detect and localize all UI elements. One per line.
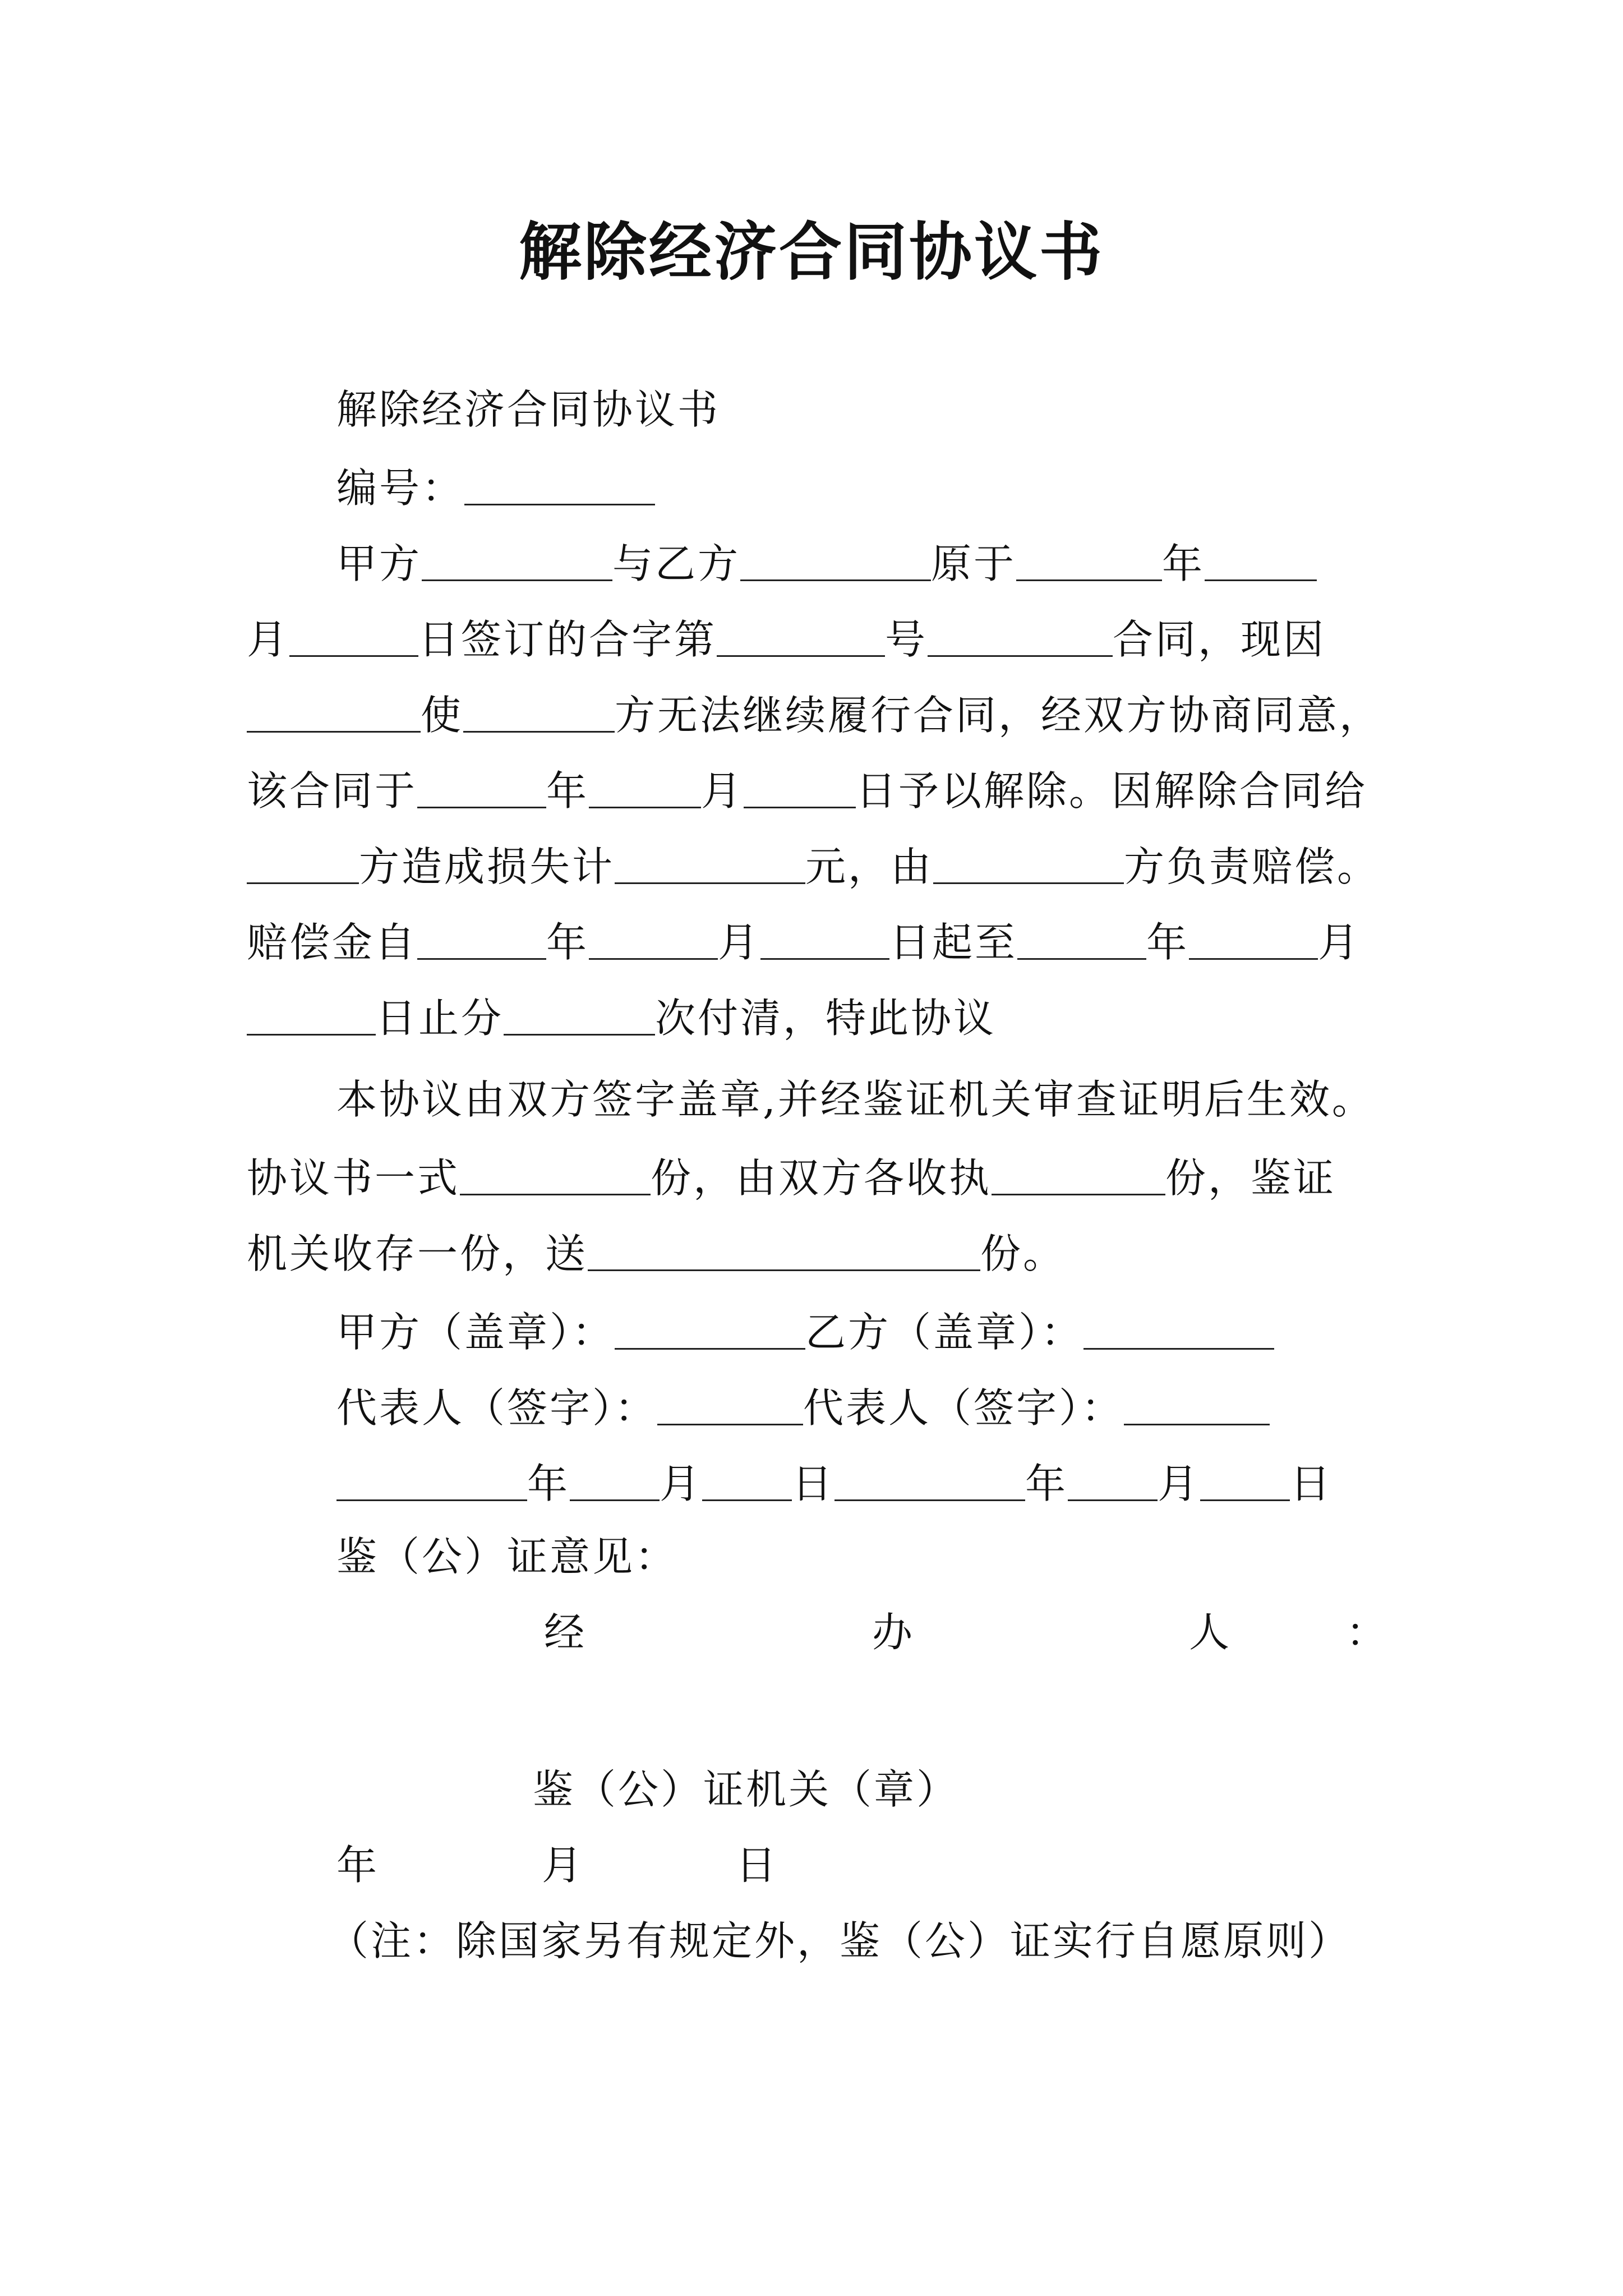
- day-blank[interactable]: [247, 992, 376, 1036]
- year-blank[interactable]: [834, 1458, 1025, 1501]
- text: 方造成损失计: [359, 843, 615, 890]
- month-blank[interactable]: [570, 1458, 660, 1501]
- party-b-blank[interactable]: [740, 538, 931, 581]
- text: 份，鉴证: [1165, 1154, 1336, 1202]
- text: 月: [247, 616, 290, 663]
- copies-blank[interactable]: [460, 1152, 651, 1195]
- representative-line: [336, 1380, 1270, 1436]
- party-a-blank[interactable]: [422, 538, 612, 581]
- text: 月: [660, 1460, 703, 1507]
- day-blank[interactable]: [289, 614, 418, 657]
- text: 次付清，特此协议: [655, 995, 997, 1042]
- text: 合同，现因: [1113, 616, 1326, 663]
- rep-a-blank[interactable]: [657, 1382, 803, 1425]
- text: 方负责赔偿。: [1124, 843, 1380, 890]
- text: 日: [736, 1842, 779, 1889]
- seal-line: [336, 1304, 1274, 1360]
- rep-b-label: 代表人（签字）：: [803, 1384, 1124, 1432]
- text: 年: [1162, 540, 1205, 587]
- text: 号: [885, 616, 928, 663]
- contract-number-blank[interactable]: [928, 614, 1113, 657]
- date-line: [336, 1837, 778, 1893]
- para2-line3: [247, 1226, 1066, 1282]
- text: 日起至: [889, 919, 1018, 966]
- copies-each-blank[interactable]: [992, 1152, 1165, 1195]
- text: 赔偿金自: [247, 919, 418, 966]
- party-blank[interactable]: [463, 689, 615, 733]
- text: 协议书一式: [247, 1154, 460, 1202]
- text: 月: [701, 767, 744, 815]
- day-blank[interactable]: [702, 1458, 792, 1501]
- day-blank[interactable]: [744, 765, 856, 808]
- year-blank[interactable]: [336, 1458, 527, 1501]
- text: 年: [1146, 919, 1189, 966]
- month-blank[interactable]: [1205, 538, 1317, 581]
- year-blank[interactable]: [417, 917, 546, 960]
- para2-line1: 本协议由双方签字盖章,并经鉴证机关审查证明后生效。: [336, 1076, 1375, 1123]
- month-blank[interactable]: [1189, 917, 1318, 960]
- text: 元，由: [805, 843, 934, 890]
- day-blank[interactable]: [1200, 1458, 1290, 1501]
- para1-line4: [247, 763, 1367, 819]
- year-blank[interactable]: [1017, 917, 1146, 960]
- handler-char-1: 经: [544, 1609, 585, 1656]
- party-b-seal-label: 乙方（盖章）：: [805, 1309, 1084, 1356]
- text: 日: [1290, 1460, 1333, 1507]
- text: 日签订的合字第: [418, 616, 717, 663]
- handler-char-3: 人: [1189, 1609, 1230, 1656]
- party-blank[interactable]: [933, 841, 1124, 884]
- text: 使: [421, 692, 464, 739]
- note: （注：除国家另有规定外，鉴（公）证实行自愿原则）: [328, 1917, 1352, 1964]
- text: 月: [718, 919, 761, 966]
- para1-line6: [247, 914, 1361, 970]
- text: 机关收存一份，送: [247, 1230, 588, 1277]
- text: 月: [1318, 919, 1361, 966]
- text: 日: [792, 1460, 835, 1507]
- para1-line3: [247, 687, 1382, 743]
- reason-blank[interactable]: [247, 689, 421, 733]
- year-blank[interactable]: [417, 765, 546, 808]
- text: 年: [527, 1460, 570, 1507]
- party-a-seal-label: 甲方（盖章）：: [336, 1309, 615, 1356]
- contract-prefix-blank[interactable]: [717, 614, 885, 657]
- text: 原于: [931, 540, 1017, 587]
- loss-amount-blank[interactable]: [615, 841, 805, 884]
- number-label: 编号：: [336, 464, 465, 512]
- rep-a-label: 代表人（签字）：: [336, 1384, 658, 1432]
- text: 该合同于: [247, 767, 418, 815]
- text: 甲方: [336, 540, 422, 587]
- month-blank[interactable]: [1068, 1458, 1158, 1501]
- month-blank[interactable]: [589, 917, 718, 960]
- para1-line7: [247, 990, 996, 1046]
- rep-b-blank[interactable]: [1124, 1382, 1270, 1425]
- text: 份，由双方各收执: [651, 1154, 992, 1202]
- month-blank[interactable]: [589, 765, 701, 808]
- number-line: [336, 460, 655, 516]
- subtitle: 解除经济合同协议书: [336, 386, 721, 433]
- text: 月: [1158, 1460, 1201, 1507]
- text: 年: [336, 1842, 380, 1889]
- handler-char-2: 办: [872, 1609, 913, 1656]
- handler-colon: ：: [1346, 1609, 1387, 1656]
- para1-line1: [336, 536, 1317, 592]
- text: 日止分: [376, 995, 504, 1042]
- text: 方无法继续履行合同，经双方协商同意，: [615, 692, 1382, 739]
- number-blank[interactable]: [464, 462, 655, 505]
- text: 份。: [980, 1230, 1066, 1277]
- para1-line2: [247, 611, 1326, 668]
- day-blank[interactable]: [760, 917, 889, 960]
- authority-seal: 鉴（公）证机关（章）: [533, 1766, 960, 1813]
- opinion-label: 鉴（公）证意见：: [336, 1533, 678, 1580]
- text: 日予以解除。因解除合同给: [856, 767, 1368, 815]
- text: 年: [546, 767, 589, 815]
- sign-date-line: [336, 1456, 1332, 1512]
- party-b-seal-blank[interactable]: [1083, 1306, 1274, 1350]
- document-title: 解除经济合同协议书: [519, 215, 1104, 289]
- installments-blank[interactable]: [504, 992, 655, 1036]
- party-a-seal-blank[interactable]: [615, 1306, 805, 1350]
- para2-line2: [247, 1150, 1336, 1206]
- text: 年: [1025, 1460, 1068, 1507]
- year-blank[interactable]: [1016, 538, 1162, 581]
- text: 与乙方: [612, 540, 741, 587]
- party-blank[interactable]: [247, 841, 359, 884]
- recipient-blank[interactable]: [588, 1228, 980, 1271]
- para1-line5: [247, 839, 1380, 895]
- text: 年: [546, 919, 589, 966]
- text: 月: [542, 1842, 585, 1889]
